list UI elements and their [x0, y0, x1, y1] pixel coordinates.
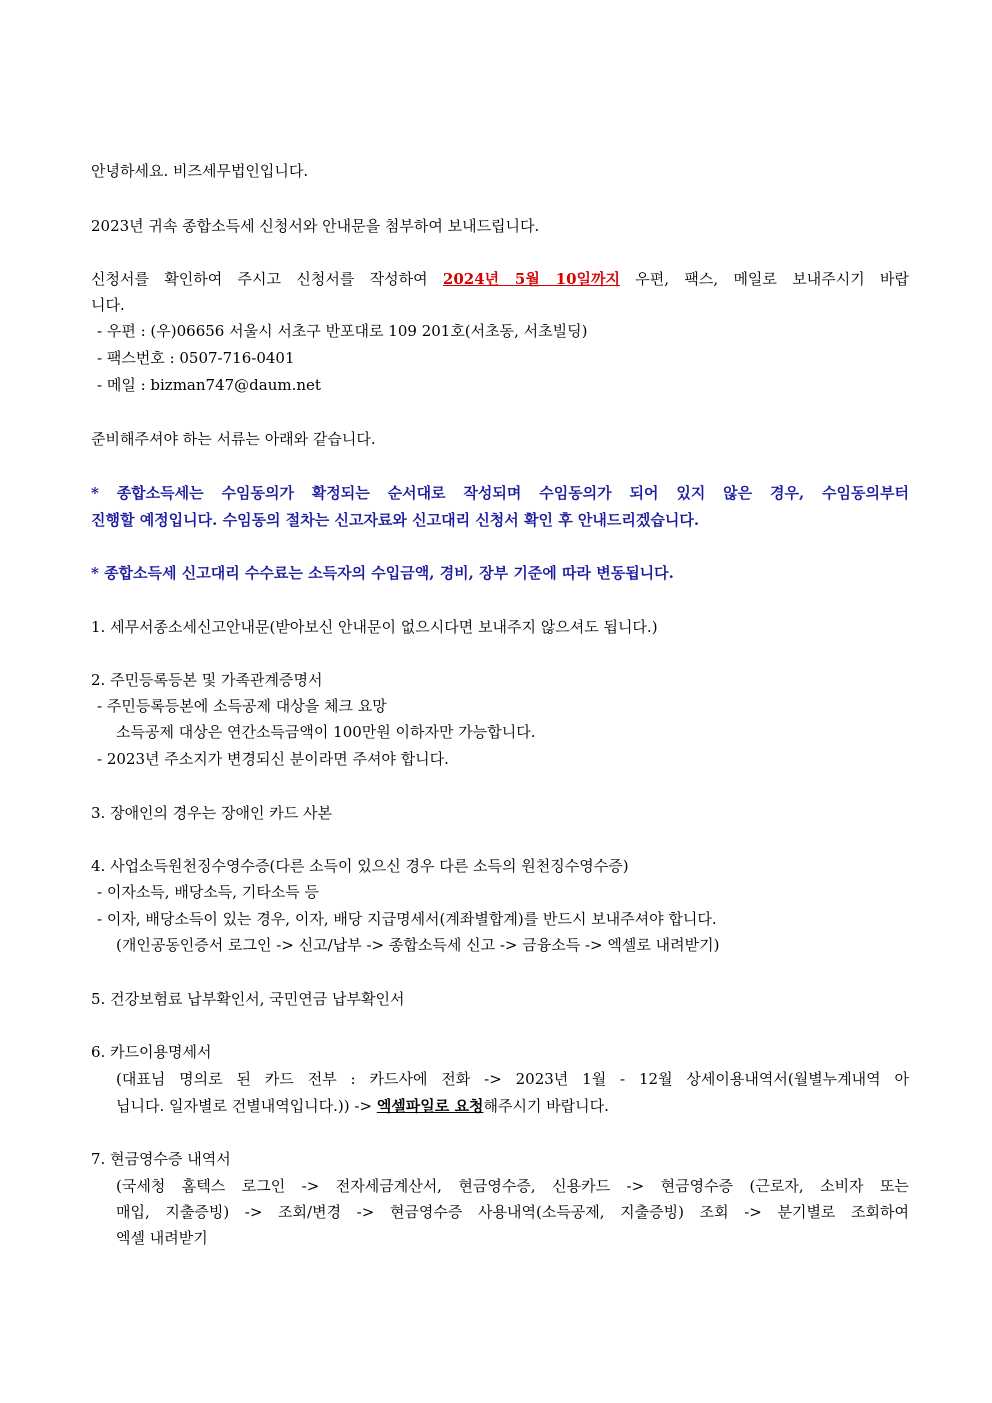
request-after: 우편, 팩스, 메일로 보내주시기 바랍: [619, 270, 909, 288]
item-2-sub-1: - 주민등록등본에 소득공제 대상을 체크 요망: [97, 697, 387, 715]
item-6-line-2: [116, 1095, 609, 1117]
item-2-sub-1b: 소득공제 대상은 연간소득금액이 100만원 이하자만 가능합니다.: [116, 723, 536, 741]
contact-fax: - 팩스번호 : 0507-716-0401: [97, 349, 295, 367]
item-1: 1. 세무서종소세신고안내문(받아보신 안내문이 없으시다면 보내주지 않으셔도 됩니다.): [91, 618, 658, 636]
item-7-line-3: 엑셀 내려받기: [116, 1229, 208, 1247]
notice-1-line-1: * 종합소득세는 수임동의가 확정되는 순서대로 작성되며 수임동의가 되어 있지 않은 경우, 수임동의부터: [91, 484, 909, 502]
deadline: 2024년 5월 10일까지: [442, 270, 620, 288]
item-5: 5. 건강보험료 납부확인서, 국민연금 납부확인서: [91, 990, 405, 1008]
notice-1-line-2: 진행할 예정입니다. 수임동의 절차는 신고자료와 신고대리 신청서 확인 후 안내드리겠습니다.: [91, 511, 700, 529]
contact-post: - 우편 : (우)06656 서울시 서초구 반포대로 109 201호(서초동, 서초빌딩): [97, 322, 588, 340]
item-7-title: 7. 현금영수증 내역서: [91, 1150, 231, 1168]
item-6-line-2-before: 닙니다. 일자별로 건별내역입니다.)) ->: [116, 1097, 377, 1115]
notice-2: * 종합소득세 신고대리 수수료는 소득자의 수입금액, 경비, 장부 기준에 따라 변동됩니다.: [91, 564, 674, 582]
item-2-title: 2. 주민등록등본 및 가족관계증명서: [91, 671, 323, 689]
item-6-line-2-after: 해주시기 바랍니다.: [483, 1097, 609, 1115]
item-7-line-2: 매입, 지출증빙) -> 조회/변경 -> 현금영수증 사용내역(소득공제, 지출증빙) 조회 -> 분기별로 조회하여: [116, 1203, 909, 1221]
greeting: 안녕하세요. 비즈세무법인입니다.: [91, 162, 309, 180]
item-4-sub-2b: (개인공동인증서 로그인 -> 신고/납부 -> 종합소득세 신고 -> 금융소득 -> 엑셀로 내려받기): [116, 936, 720, 954]
item-4-sub-1: - 이자소득, 배당소득, 기타소득 등: [97, 883, 320, 901]
contact-email: - 메일 : bizman747@daum.net: [97, 376, 321, 394]
item-6-title: 6. 카드이용명세서: [91, 1043, 212, 1061]
item-6-line-1: (대표님 명의로 된 카드 전부 : 카드사에 전화 -> 2023년 1월 - 12월 상세이용내역서(월별누계내역 아: [116, 1070, 909, 1088]
request-text-cont: 니다.: [91, 296, 125, 314]
excel-request-emphasis: 엑셀파일로 요청: [376, 1097, 484, 1115]
request-before: 신청서를 확인하여 주시고 신청서를 작성하여: [91, 270, 443, 288]
docs-intro: 준비해주셔야 하는 서류는 아래와 같습니다.: [91, 430, 376, 448]
item-4-title: 4. 사업소득원천징수영수증(다른 소득이 있으신 경우 다른 소득의 원천징수영수증): [91, 857, 629, 875]
intro-text: 2023년 귀속 종합소득세 신청서와 안내문을 첨부하여 보내드립니다.: [91, 217, 540, 235]
item-4-sub-2: - 이자, 배당소득이 있는 경우, 이자, 배당 지급명세서(계좌별합계)를 반드시 보내주셔야 합니다.: [97, 910, 717, 928]
request-text: [91, 268, 909, 290]
item-2-sub-2: - 2023년 주소지가 변경되신 분이라면 주셔야 합니다.: [97, 750, 449, 768]
item-3: 3. 장애인의 경우는 장애인 카드 사본: [91, 804, 333, 822]
item-7-line-1: (국세청 홈텍스 로그인 -> 전자세금계산서, 현금영수증, 신용카드 -> 현금영수증 (근로자, 소비자 또는: [116, 1177, 909, 1195]
